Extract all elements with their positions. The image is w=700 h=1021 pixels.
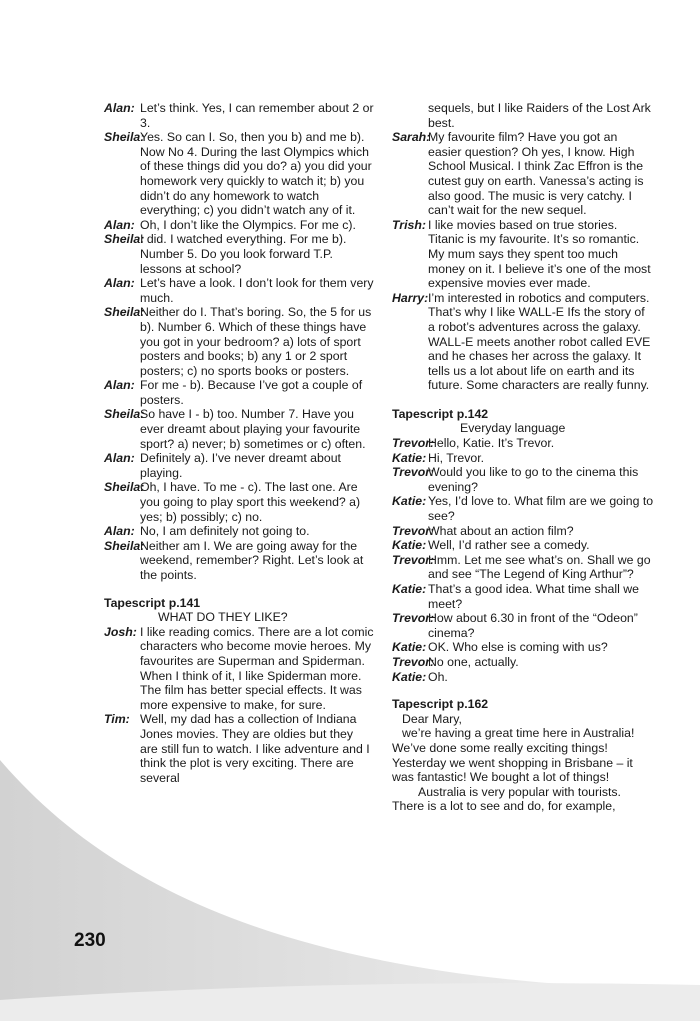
letter-paragraph-2: Australia is very popular with tourists. There is a lot to see and do, for example, bbox=[392, 784, 621, 814]
speaker-name: Alan: bbox=[104, 451, 135, 466]
dialogue-text: Yes. So can I. So, then you b) and me b). Now No 4. During the last Olympics which of these things did you do? a) you did your homework very quickly to watch it; b) you didn’t do any homework to watch everything; c) you didn’t watch any of it. bbox=[140, 130, 372, 218]
dialogue-text: No, I am definitely not going to. bbox=[140, 524, 310, 539]
speaker-name: Sheila: bbox=[104, 407, 145, 422]
speaker-name: Trevor: bbox=[392, 436, 435, 451]
right-column bbox=[392, 101, 654, 814]
speaker-name: Trevor: bbox=[392, 523, 435, 538]
dialogue-text: Let’s have a look. I don’t look for them very much. bbox=[140, 276, 374, 305]
dialogue-text: I like movies based on true stories. Titanic is my favourite. It’s so romantic. My mum says they spent too much money on it. I believe it’s one of the most expensive movies ever made. bbox=[428, 217, 651, 291]
dialogue-text: Oh, I have. To me - c). The last one. Are you going to play sport this weekend? a) yes; b) possibly; c) no. bbox=[140, 480, 361, 524]
dialogue-text: I like reading comics. There are a lot comic characters who become movie heroes. My favourites are Superman and Spiderman. When I think of it, I like Spiderman more. The film has better special effects. It was more expensive to make, for sure. bbox=[140, 624, 374, 712]
dialogue-line bbox=[392, 670, 654, 685]
dialogue-text: That’s a good idea. What time shall we meet? bbox=[428, 582, 639, 611]
dialogue-line bbox=[392, 291, 654, 393]
dialogue-text: Neither do I. That’s boring. So, the 5 for us b). Number 6. Which of these things have you got in your bedroom? a) lots of sport posters and books; b) any 1 or 2 sport posters; c) no sports books or posters. bbox=[140, 305, 372, 378]
dialogue-text: Hello, Katie. It’s Trevor. bbox=[428, 436, 555, 451]
dialogue-line bbox=[104, 276, 374, 305]
dialogue-line bbox=[104, 451, 374, 480]
dialogue-text: For me - b). Because I’ve got a couple of posters. bbox=[140, 378, 363, 407]
dialogue-line bbox=[392, 553, 654, 582]
speaker-name: Trevor: bbox=[392, 611, 435, 626]
speaker-name: Alan: bbox=[104, 217, 135, 232]
speaker-name: Sheila: bbox=[104, 305, 145, 320]
dialogue-line bbox=[392, 465, 654, 494]
letter-greeting: Dear Mary, bbox=[402, 711, 462, 726]
dialogue-text: Would you like to go to the cinema this evening? bbox=[428, 465, 639, 494]
dialogue-line bbox=[392, 494, 654, 523]
dialogue-text: Well, I’d rather see a comedy. bbox=[428, 538, 590, 553]
speaker-name: Katie: bbox=[392, 582, 427, 596]
dialogue-line bbox=[104, 378, 374, 407]
speaker-name: Sarah: bbox=[392, 130, 431, 145]
speaker-name: Katie: bbox=[392, 494, 427, 509]
speaker-name: Sheila: bbox=[104, 538, 145, 553]
tapescript-142-title: Tapescript p.142 bbox=[392, 406, 489, 421]
dialogue-line bbox=[392, 436, 654, 451]
speaker-name: Alan: bbox=[104, 524, 135, 539]
dialogue-text: Yes, I’d love to. What film are we going to see? bbox=[428, 494, 654, 524]
dialogue-line bbox=[104, 101, 374, 130]
tapescript-141-title: Tapescript p.141 bbox=[104, 595, 201, 610]
speaker-name: Trevor: bbox=[392, 465, 435, 480]
dialogue-line bbox=[104, 524, 374, 539]
dialogue-line bbox=[104, 232, 374, 276]
dialogue-text: sequels, but I like Raiders of the Lost Ark best. bbox=[428, 101, 651, 130]
tapescript-142-entries bbox=[392, 436, 654, 684]
dialogue-text: I did. I watched everything. For me b). Number 5. Do you look forward T.P. lessons at school? bbox=[140, 232, 347, 276]
tapescript-141-entries bbox=[104, 625, 374, 786]
dialogue-text: What about an action film? bbox=[428, 523, 574, 538]
dialogue-text: OK. Who else is coming with us? bbox=[428, 640, 608, 655]
speaker-name: Katie: bbox=[392, 669, 427, 684]
dialogue-text: Let’s think. Yes, I can remember about 2 or 3. bbox=[140, 101, 374, 130]
dialogue-text: Neither am I. We are going away for the weekend, remember? Right. Let’s look at the points. bbox=[140, 538, 364, 582]
left-column bbox=[104, 101, 374, 785]
speaker-name: Katie: bbox=[392, 450, 427, 465]
dialogue-line bbox=[104, 218, 374, 233]
tapescript-141-subtitle: WHAT DO THEY LIKE? bbox=[158, 610, 288, 625]
dialogue-line bbox=[392, 451, 654, 466]
dialogue-text: My favourite film? Have you got an easier question? Oh yes, I know. High School Musical. I think Zac Effron is the cutest guy on earth. Vanessa’s acting is also good. The music is very catchy. I can’t wait for the new sequel. bbox=[428, 130, 644, 218]
speaker-name: Sheila: bbox=[104, 480, 145, 495]
speaker-name: Alan: bbox=[104, 101, 135, 115]
speaker-name: Katie: bbox=[392, 538, 427, 553]
speaker-name: Katie: bbox=[392, 640, 427, 655]
dialogue-text: So have I - b) too. Number 7. Have you ever dreamt about playing your favourite sport? a) never; b) sometimes or c) often. bbox=[140, 407, 366, 451]
dialogue-block-films bbox=[392, 101, 654, 393]
dialogue-line bbox=[392, 101, 654, 130]
speaker-name: Sheila: bbox=[104, 130, 145, 145]
speaker-name: Alan: bbox=[104, 276, 135, 291]
dialogue-line bbox=[392, 655, 654, 670]
dialogue-line bbox=[104, 305, 374, 378]
speaker-name: Tim: bbox=[104, 712, 130, 727]
dialogue-line bbox=[104, 130, 374, 218]
dialogue-line bbox=[392, 218, 654, 291]
dialogue-line bbox=[392, 582, 654, 611]
tapescript-142-subtitle: Everyday language bbox=[460, 421, 566, 436]
speaker-name: Sheila: bbox=[104, 232, 145, 247]
dialogue-line bbox=[392, 611, 654, 640]
letter-paragraph-1: we’re having a great time here in Australia! We’ve done some really exciting things! Yesterday we went shopping in Brisbane – it was fantastic! We bought a lot of things! bbox=[392, 726, 635, 785]
dialogue-text: Hmm. Let me see what’s on. Shall we go and see “The Legend of King Arthur”? bbox=[428, 552, 651, 582]
dialogue-line bbox=[104, 407, 374, 451]
tapescript-162-title: Tapescript p.162 bbox=[392, 697, 489, 712]
speaker-name: Josh: bbox=[104, 624, 137, 639]
dialogue-block-quiz bbox=[104, 101, 374, 583]
dialogue-line bbox=[392, 640, 654, 655]
speaker-name: Harry: bbox=[392, 290, 429, 305]
dialogue-text: How about 6.30 in front of the “Odeon” cinema? bbox=[428, 611, 638, 640]
speaker-name: Trevor: bbox=[392, 654, 435, 669]
dialogue-line bbox=[392, 538, 654, 553]
page-number: 230 bbox=[74, 930, 106, 951]
dialogue-line bbox=[104, 480, 374, 524]
speaker-name: Trish: bbox=[392, 217, 426, 232]
dialogue-line bbox=[392, 130, 654, 218]
dialogue-text: Well, my dad has a collection of Indiana Jones movies. They are oldies but they are still fun to watch. I like adventure and I think the plot is very exciting. There are several bbox=[140, 712, 370, 785]
dialogue-text: No one, actually. bbox=[428, 654, 519, 669]
speaker-name: Trevor: bbox=[392, 552, 435, 567]
speaker-name: Alan: bbox=[104, 378, 135, 393]
dialogue-line bbox=[104, 625, 374, 713]
dialogue-text: Oh. bbox=[428, 669, 448, 684]
dialogue-line bbox=[392, 524, 654, 539]
dialogue-line bbox=[104, 539, 374, 583]
dialogue-text: Oh, I don’t like the Olympics. For me c). bbox=[140, 217, 356, 232]
dialogue-text: Definitely a). I’ve never dreamt about playing. bbox=[140, 451, 341, 480]
dialogue-line bbox=[104, 712, 374, 785]
dialogue-text: I’m interested in robotics and computers. That’s why I like WALL-E Ifs the story of a robot’s adventures across the galaxy. WALL-E meets another robot called EVE and he chases her across the galaxy. It tells us a lot about life on earth and its future. Some characters are really funny. bbox=[428, 290, 651, 393]
dialogue-text: Hi, Trevor. bbox=[428, 450, 485, 465]
